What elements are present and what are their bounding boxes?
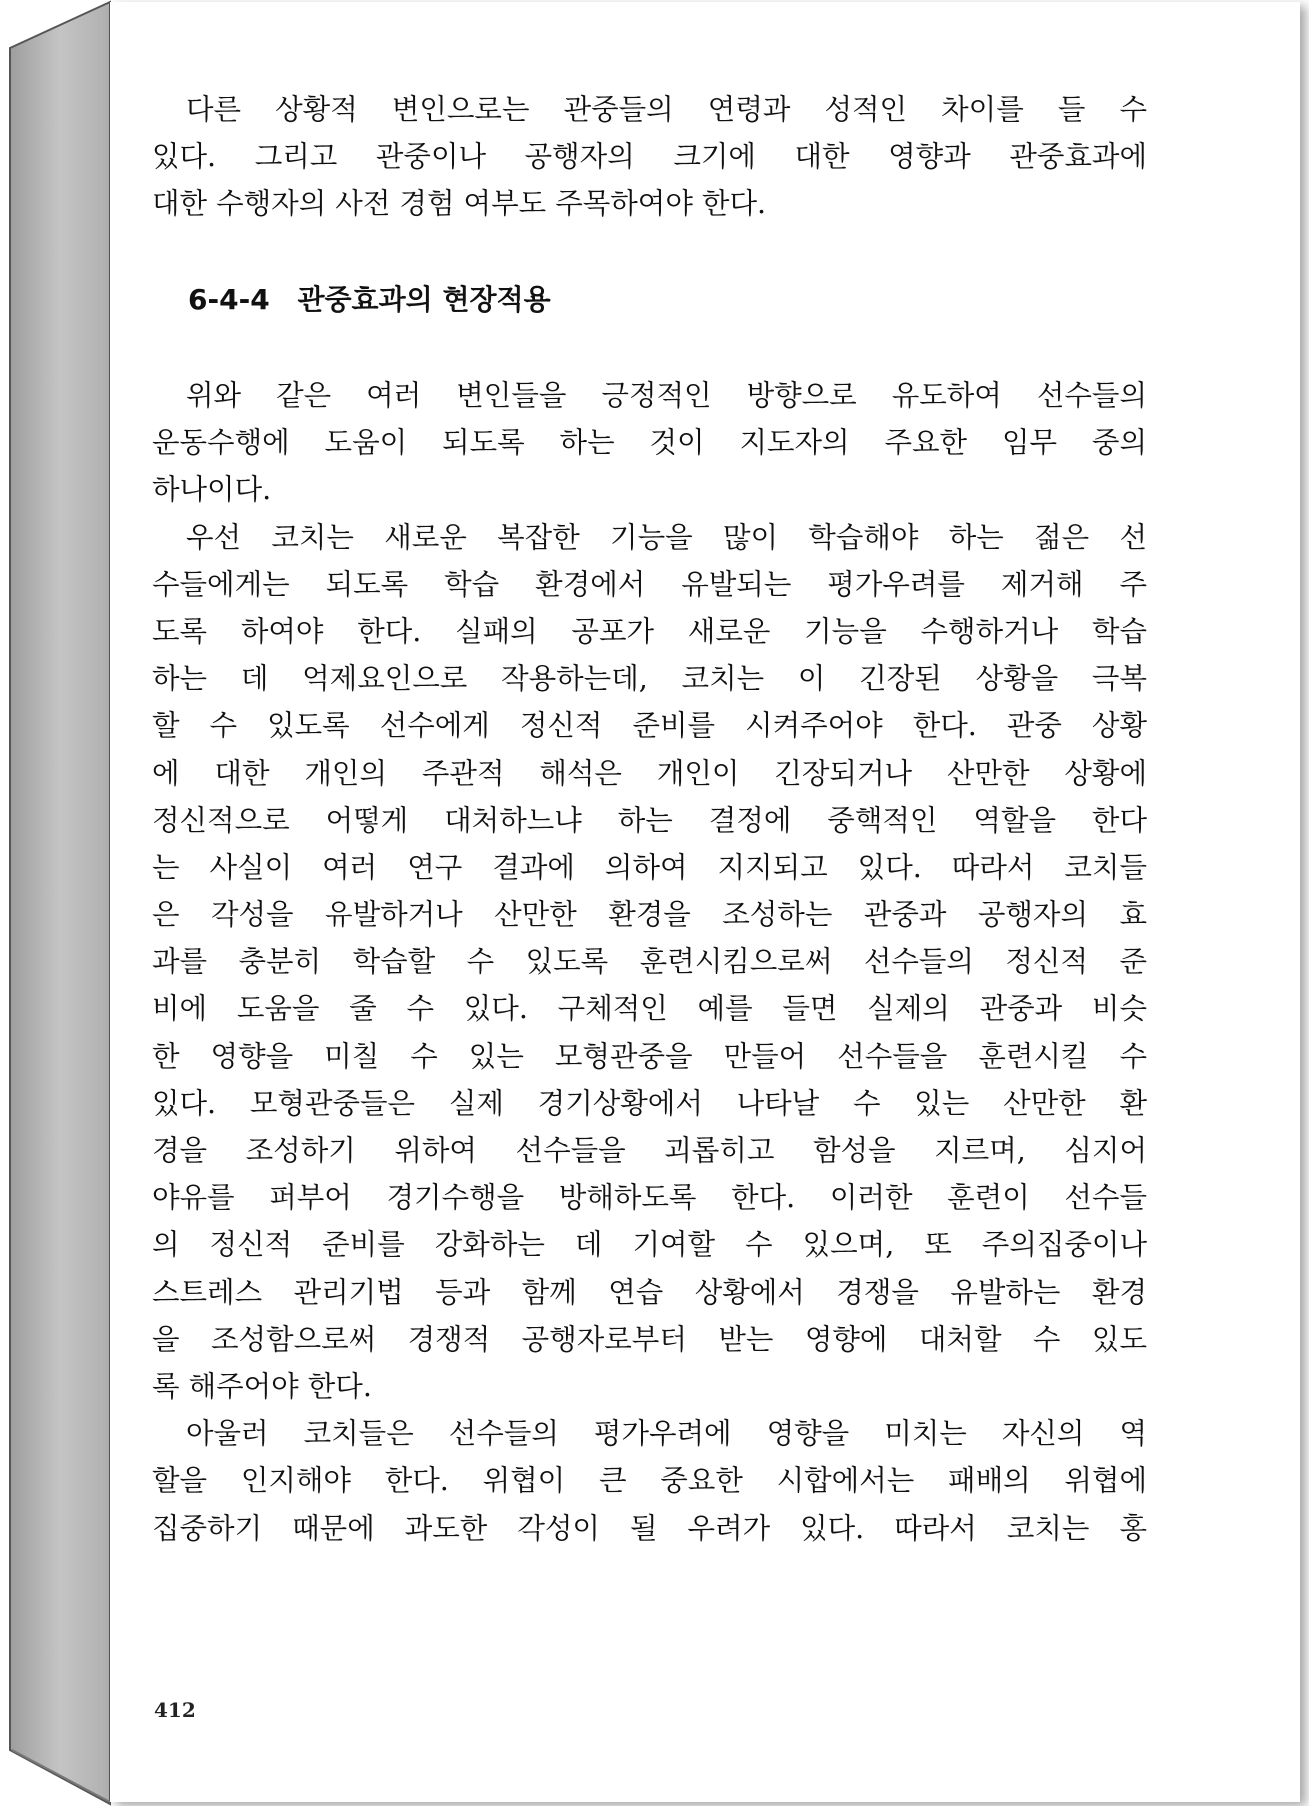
- text-line: 는 사실이 여러 연구 결과에 의하여 지지되고 있다. 따라서 코치들: [152, 850, 1147, 884]
- text-line: 할을 인지해야 한다. 위협이 큰 중요한 시합에서는 패배의 위협에: [152, 1464, 1147, 1498]
- text-line: 우선 코치는 새로운 복잡한 기능을 많이 학습해야 하는 젊은 선: [186, 520, 1147, 554]
- text-line: 과를 충분히 학습할 수 있도록 훈련시킴으로써 선수들의 정신적 준: [152, 945, 1147, 979]
- text-line: 아울러 코치들은 선수들의 평가우려에 영향을 미치는 자신의 역: [186, 1417, 1147, 1451]
- text-line: 수들에게는 되도록 학습 환경에서 유발되는 평가우려를 제거해 주: [152, 567, 1147, 601]
- text-line: 록 해주어야 한다.: [152, 1369, 372, 1403]
- text-line: 집중하기 때문에 과도한 각성이 될 우려가 있다. 따라서 코치는 홍: [152, 1511, 1147, 1545]
- body-text: [152, 372, 1147, 1552]
- text-line: 도록 하여야 한다. 실패의 공포가 새로운 기능을 수행하거나 학습: [152, 614, 1147, 648]
- text-line: 에 대한 개인의 주관적 해석은 개인이 긴장되거나 산만한 상황에: [152, 756, 1147, 790]
- section-heading: [188, 278, 551, 318]
- text-line: 하는 데 억제요인으로 작용하는데, 코치는 이 긴장된 상황을 극복: [152, 662, 1147, 696]
- text-line: 경을 조성하기 위하여 선수들을 괴롭히고 함성을 지르며, 심지어: [152, 1134, 1147, 1167]
- text-line: 있다. 모형관중들은 실제 경기상황에서 나타날 수 있는 산만한 환: [152, 1086, 1147, 1120]
- text-line: 정신적으로 어떻게 대처하느냐 하는 결정에 중핵적인 역할을 한다: [152, 803, 1147, 837]
- intro-paragraph: [152, 86, 1147, 228]
- text-line: 은 각성을 유발하거나 산만한 환경을 조성하는 관중과 공행자의 효: [152, 898, 1147, 932]
- text-line: 을 조성함으로써 경쟁적 공행자로부터 받는 영향에 대처할 수 있도: [152, 1322, 1147, 1356]
- page-number: 412: [154, 1698, 196, 1722]
- text-line: 하나이다.: [152, 473, 272, 507]
- text-line: 대한 수행자의 사전 경험 여부도 주목하여야 한다.: [152, 187, 767, 221]
- text-line: 야유를 퍼부어 경기수행을 방해하도록 한다. 이러한 훈련이 선수들: [152, 1181, 1147, 1215]
- section-title: 관중효과의 현장적용: [297, 283, 551, 316]
- text-line: 의 정신적 준비를 강화하는 데 기여할 수 있으며, 또 주의집중이나: [152, 1228, 1147, 1262]
- text-line: 스트레스 관리기법 등과 함께 연습 상황에서 경쟁을 유발하는 환경: [152, 1275, 1147, 1309]
- text-line: 할 수 있도록 선수에게 정신적 준비를 시켜주어야 한다. 관중 상황: [152, 709, 1147, 743]
- section-number: 6-4-4: [188, 283, 270, 316]
- text-line: 한 영향을 미칠 수 있는 모형관중을 만들어 선수들을 훈련시킬 수: [152, 1039, 1147, 1073]
- text-line: 있다. 그리고 관중이나 공행자의 크기에 대한 영향과 관중효과에: [152, 140, 1147, 174]
- text-line: 비에 도움을 줄 수 있다. 구체적인 예를 들면 실제의 관중과 비슷: [152, 992, 1147, 1026]
- text-line: 위와 같은 여러 변인들을 긍정적인 방향으로 유도하여 선수들의: [186, 379, 1147, 412]
- text-line: 다른 상황적 변인으로는 관중들의 연령과 성적인 차이를 들 수: [186, 93, 1147, 126]
- text-line: 운동수행에 도움이 되도록 하는 것이 지도자의 주요한 임무 중의: [152, 426, 1147, 460]
